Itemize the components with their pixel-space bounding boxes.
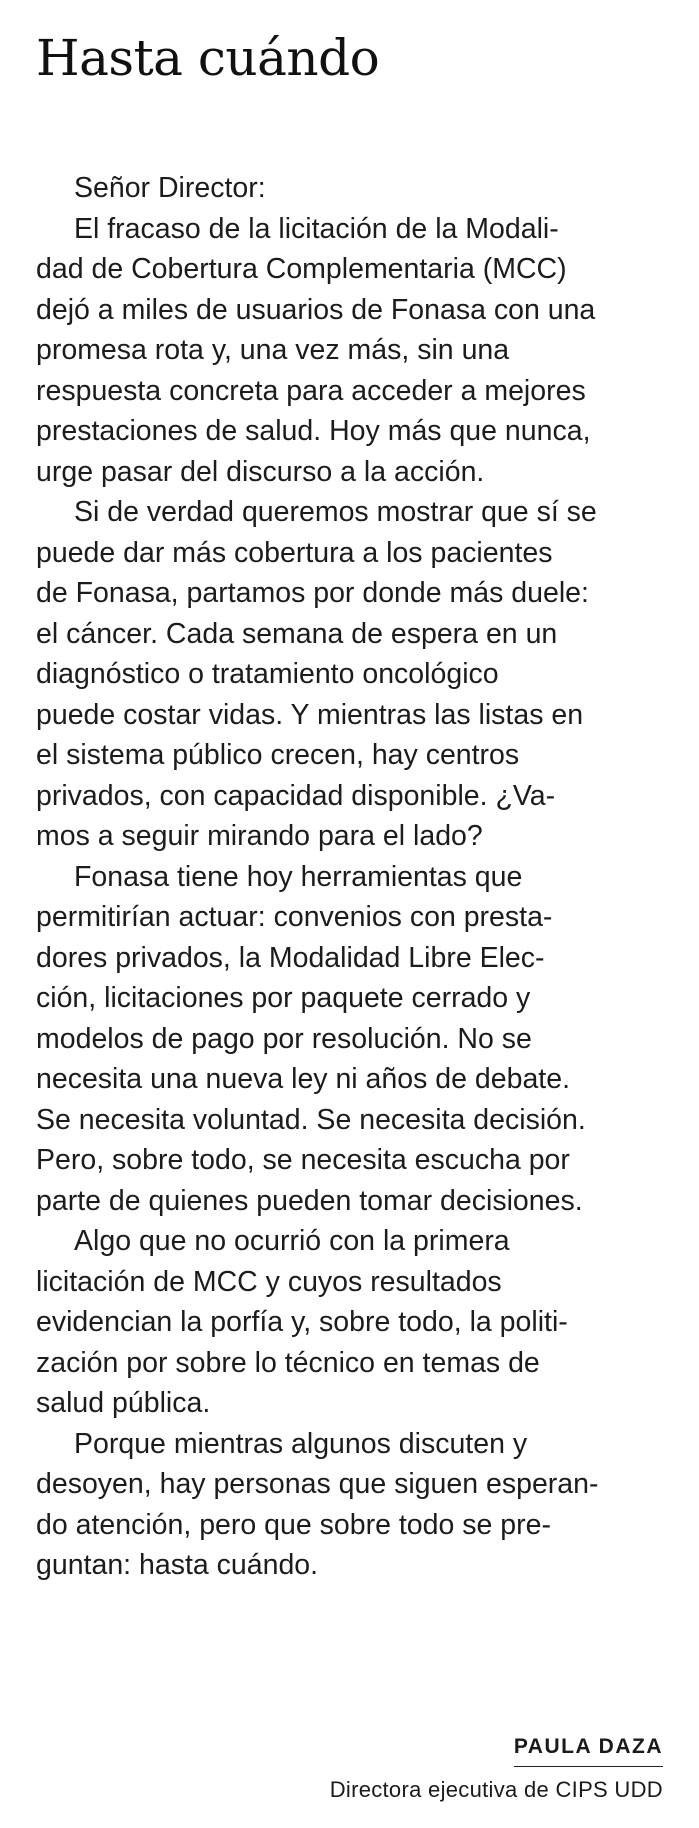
body-line: guntan: hasta cuándo. <box>36 1549 319 1581</box>
body-line: desoyen, hay personas que siguen esperan- <box>36 1468 599 1500</box>
signature-block <box>330 1732 663 1805</box>
body-line: necesita una nueva ley ni años de debate. <box>36 1063 570 1095</box>
body-line: dores privados, la Modalidad Libre Elec- <box>36 941 545 974</box>
letter-title: Hasta cuándo <box>36 29 380 87</box>
body-line: do atención, pero que sobre todo se pre- <box>36 1508 551 1541</box>
body-line: permitirían actuar: convenios con presta- <box>36 901 553 933</box>
author-name: PAULA DAZA <box>514 1732 663 1767</box>
body-line: respuesta concreta para acceder a mejores <box>36 374 586 407</box>
body-line: promesa rota y, una vez más, sin una <box>36 334 510 366</box>
body-line: mos a seguir mirando para el lado? <box>36 820 483 852</box>
body-line: Pero, sobre todo, se necesita escucha por <box>36 1144 570 1176</box>
body-line: dad de Cobertura Complementaria (MCC) <box>36 253 567 285</box>
body-line: Fonasa tiene hoy herramientas que <box>74 860 523 893</box>
body-line: evidencian la porfía y, sobre todo, la politi- <box>36 1306 568 1338</box>
body-line: urge pasar del discurso a la acción. <box>36 455 485 488</box>
body-line: el cáncer. Cada semana de espera en un <box>36 617 558 650</box>
body-line: licitación de MCC y cuyos resultados <box>36 1265 502 1298</box>
body-line: diagnóstico o tratamiento oncológico <box>36 658 499 690</box>
letter-body <box>36 168 676 1586</box>
body-line: salud pública. <box>36 1387 211 1419</box>
body-line: Se necesita voluntad. Se necesita decisión. <box>36 1103 586 1136</box>
body-line: de Fonasa, partamos por donde más duele: <box>36 577 589 609</box>
body-line: El fracaso de la licitación de la Modali- <box>74 212 559 245</box>
body-line: Algo que no ocurrió con la primera <box>74 1225 510 1257</box>
body-line: prestaciones de salud. Hoy más que nunca, <box>36 415 591 447</box>
body-line: Señor Director: <box>74 172 266 204</box>
body-line: ción, licitaciones por paquete cerrado y <box>36 982 531 1014</box>
author-role: Directora ejecutiva de CIPS UDD <box>329 1777 663 1802</box>
body-line: privados, con capacidad disponible. ¿Va- <box>36 779 556 812</box>
body-line: modelos de pago por resolución. No se <box>36 1022 532 1055</box>
body-line: Porque mientras algunos discuten y <box>74 1427 528 1460</box>
body-line: puede dar más cobertura a los pacientes <box>36 536 553 569</box>
body-line: puede costar vidas. Y mientras las listas en <box>36 698 584 731</box>
body-line: parte de quienes pueden tomar decisiones. <box>36 1184 583 1217</box>
body-line: dejó a miles de usuarios de Fonasa con una <box>36 293 596 326</box>
body-line: el sistema público crecen, hay centros <box>36 739 520 771</box>
body-line: zación por sobre lo técnico en temas de <box>36 1346 540 1379</box>
body-line: Si de verdad queremos mostrar que sí se <box>74 496 597 528</box>
